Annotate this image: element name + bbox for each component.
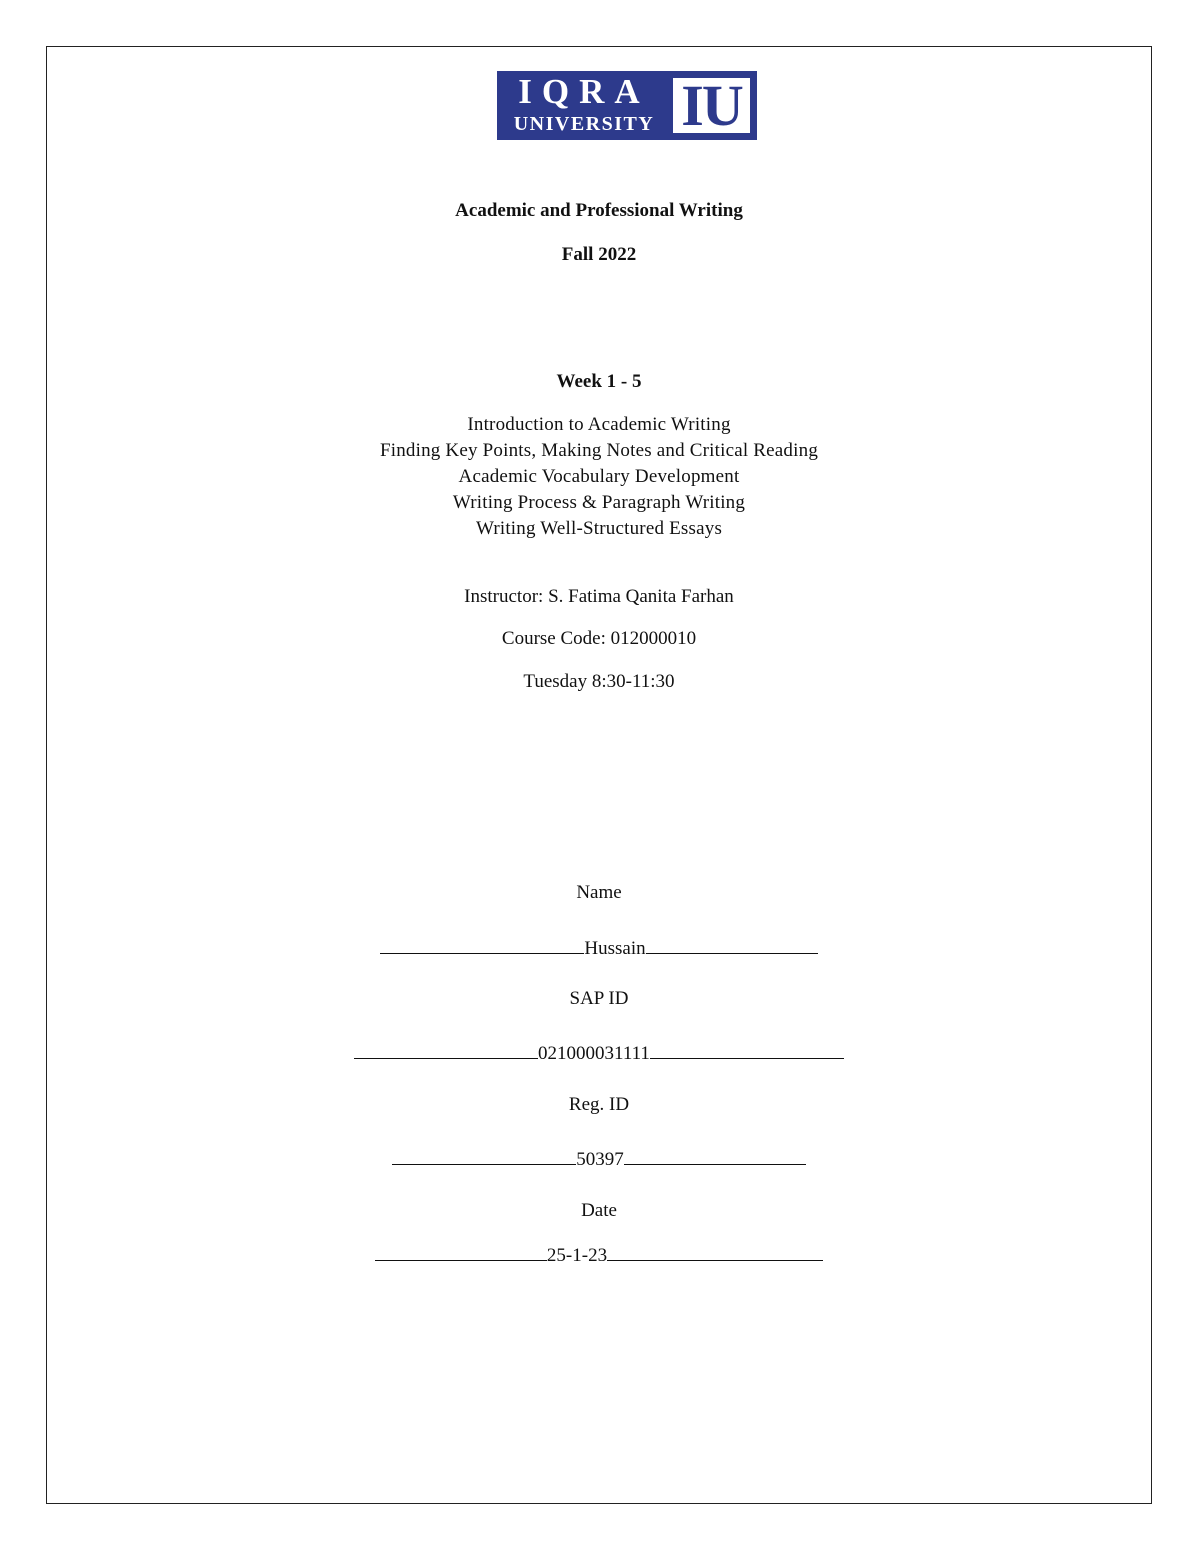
date-label: Date (581, 1200, 617, 1221)
topic-item: Writing Well-Structured Essays (475, 518, 723, 539)
date-field (46, 1242, 1152, 1268)
logo-word-university: UNIVERSITY (513, 113, 655, 135)
name-label: Name (576, 882, 622, 903)
course-code: Course Code: 012000010 (501, 628, 697, 649)
topic-item: Academic Vocabulary Development (458, 466, 740, 487)
weeks-heading: Week 1 - 5 (556, 371, 642, 392)
sap-id-field (46, 1040, 1152, 1066)
reg-id-value: 50397 (576, 1149, 624, 1170)
underline (354, 1040, 538, 1059)
underline (607, 1242, 823, 1261)
university-logo (497, 71, 757, 140)
schedule: Tuesday 8:30-11:30 (523, 671, 675, 692)
topic-item: Introduction to Academic Writing (467, 414, 731, 435)
name-field (46, 935, 1152, 961)
topic-item: Writing Process & Paragraph Writing (452, 492, 746, 513)
reg-id-label: Reg. ID (568, 1094, 630, 1115)
underline (392, 1146, 576, 1165)
sap-id-value: 021000031111 (538, 1043, 650, 1064)
sap-id-label: SAP ID (569, 988, 629, 1009)
underline (375, 1242, 547, 1261)
topic-item: Finding Key Points, Making Notes and Critical Reading (379, 440, 819, 461)
instructor: Instructor: S. Fatima Qanita Farhan (464, 586, 734, 607)
logo-word-iqra: IQRA (518, 72, 650, 111)
logo-monogram: IU (681, 73, 742, 138)
underline (624, 1146, 806, 1165)
name-value: Hussain (584, 938, 646, 959)
underline (380, 935, 584, 954)
underline (650, 1040, 844, 1059)
date-value: 25-1-23 (546, 1245, 608, 1266)
reg-id-field (46, 1146, 1152, 1172)
underline (646, 935, 818, 954)
course-title: Academic and Professional Writing (455, 200, 743, 221)
semester: Fall 2022 (561, 244, 637, 265)
